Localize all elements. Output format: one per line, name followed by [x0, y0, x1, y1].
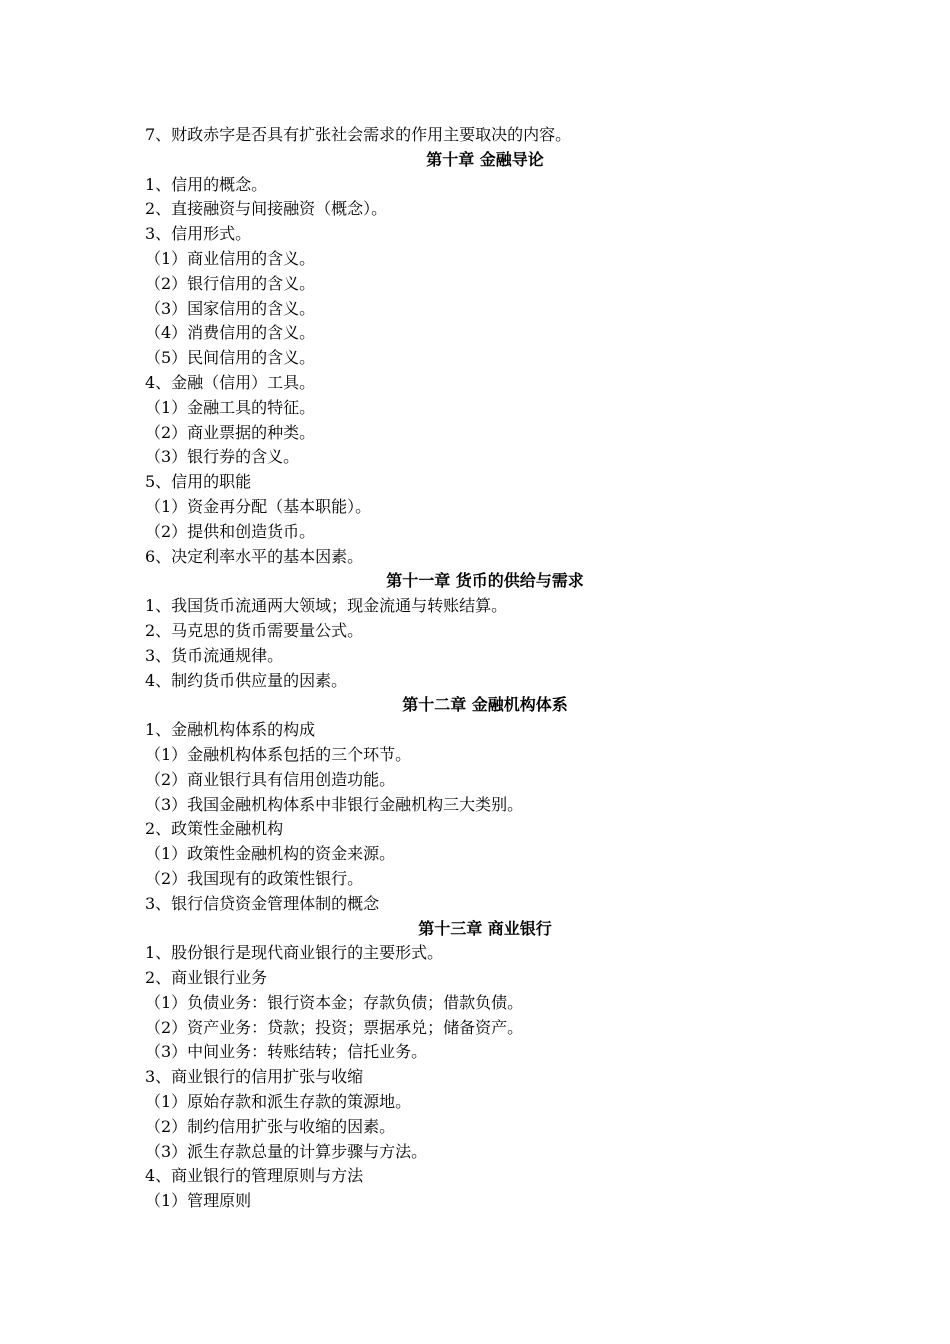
sub-item: （2）银行信用的含义。 — [145, 273, 316, 293]
sub-item: （1）政策性金融机构的资金来源。 — [145, 844, 396, 864]
sub-item: （1）负债业务：银行资本金；存款负债；借款负债。 — [145, 992, 524, 1012]
sub-item: （3）派生存款总量的计算步骤与方法。 — [145, 1141, 428, 1161]
list-item: 1、股份银行是现代商业银行的主要形式。 — [145, 943, 444, 963]
list-item: 3、货币流通规律。 — [145, 645, 284, 665]
list-item: 6、决定利率水平的基本因素。 — [145, 546, 364, 566]
list-item: 7、财政赤字是否具有扩张社会需求的作用主要取决的内容。 — [145, 125, 572, 144]
sub-item: （2）我国现有的政策性银行。 — [145, 868, 364, 888]
sub-item: （3）我国金融机构体系中非银行金融机构三大类别。 — [145, 794, 524, 814]
sub-item: （1）金融工具的特征。 — [145, 397, 316, 417]
list-item: 5、信用的职能 — [145, 472, 252, 492]
chapter-heading: 第十二章 金融机构体系 — [402, 695, 568, 715]
sub-item: （4）消费信用的含义。 — [145, 323, 316, 343]
sub-item: （5）民间信用的含义。 — [145, 348, 316, 368]
list-item: 2、政策性金融机构 — [145, 819, 284, 839]
document-page — [0, 123, 950, 1214]
sub-item: （2）商业银行具有信用创造功能。 — [145, 769, 396, 789]
list-item: 3、银行信贷资金管理体制的概念 — [145, 893, 380, 913]
chapter-heading: 第十三章 商业银行 — [418, 918, 552, 938]
sub-item: （2）资产业务：贷款；投资；票据承兑；储备资产。 — [145, 1017, 524, 1037]
list-item: 2、商业银行业务 — [145, 968, 268, 988]
list-item: 4、商业银行的管理原则与方法 — [145, 1166, 364, 1186]
list-item: 1、我国货币流通两大领域；现金流通与转账结算。 — [145, 596, 508, 616]
list-item: 1、金融机构体系的构成 — [145, 720, 316, 740]
chapter-heading: 第十章 金融导论 — [426, 149, 544, 169]
list-item: 2、马克思的货币需要量公式。 — [145, 620, 364, 640]
sub-item: （1）资金再分配（基本职能）。 — [145, 496, 372, 516]
sub-item: （1）金融机构体系包括的三个环节。 — [145, 744, 412, 764]
sub-item: （3）国家信用的含义。 — [145, 298, 316, 318]
sub-item: （1）商业信用的含义。 — [145, 248, 316, 268]
list-item: 4、金融（信用）工具。 — [145, 372, 316, 392]
list-item: 1、信用的概念。 — [145, 174, 268, 194]
sub-item: （1）原始存款和派生存款的策源地。 — [145, 1092, 412, 1112]
sub-item: （2）制约信用扩张与收缩的因素。 — [145, 1116, 396, 1136]
sub-item: （3）中间业务：转账结转；信托业务。 — [145, 1042, 428, 1062]
sub-item: （3）银行券的含义。 — [145, 447, 300, 467]
list-item: 4、制约货币供应量的因素。 — [145, 670, 348, 690]
list-item: 3、商业银行的信用扩张与收缩 — [145, 1067, 364, 1087]
sub-item: （2）商业票据的种类。 — [145, 422, 316, 442]
sub-item: （2）提供和创造货币。 — [145, 521, 316, 541]
list-item: 2、直接融资与间接融资（概念）。 — [145, 199, 388, 219]
list-item: 3、信用形式。 — [145, 224, 252, 244]
sub-item: （1）管理原则 — [145, 1191, 252, 1211]
chapter-heading: 第十一章 货币的供给与需求 — [386, 571, 584, 591]
